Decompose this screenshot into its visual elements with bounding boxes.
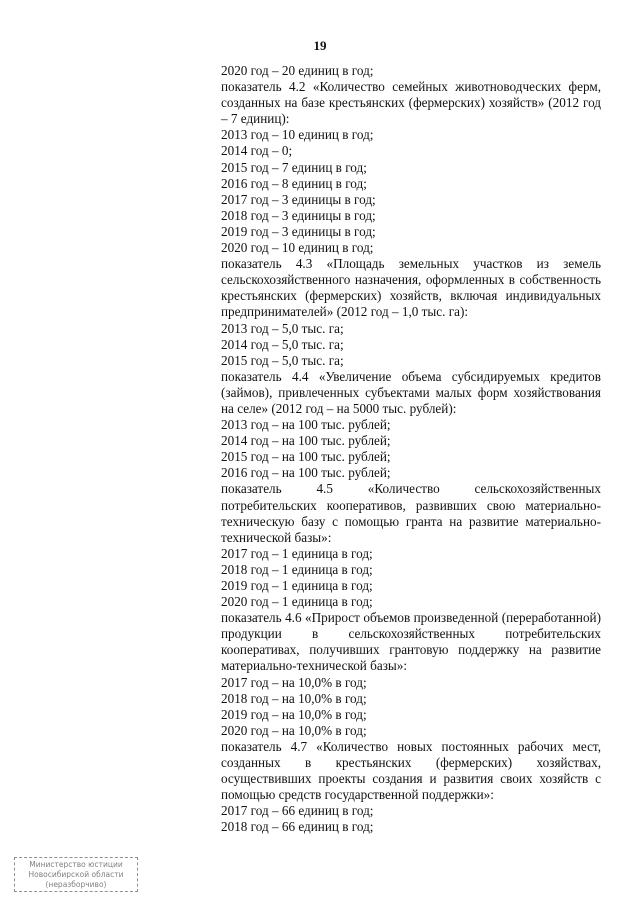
stamp-line: Новосибирской области [28, 870, 124, 879]
indicator-paragraph: показатель 4.7 «Количество новых постоянных рабочих мест, созданных в крестьянских (фермерских) хозяйствах, осуществивших проекты создания и развития своих хозяйств с помощью средств государственной поддержки»: [221, 738, 601, 803]
indicator-value-line: 2019 год – 3 единицы в год; [221, 223, 376, 239]
indicator-value-line: 2020 год – на 10,0% в год; [221, 722, 367, 738]
indicator-value-line: 2019 год – 1 единица в год; [221, 578, 373, 593]
indicator-value-line: 2013 год – 5,0 тыс. га; [221, 320, 344, 336]
indicator-value-line: 2014 год – 0; [221, 143, 293, 159]
indicator-value-line: 2018 год – на 10,0% в год; [221, 690, 367, 706]
indicator-value-line: 2016 год – на 100 тыс. рублей; [221, 465, 391, 481]
indicator-value-line: 2018 год – 1 единица в год; [221, 561, 373, 577]
indicator-value-line: 2016 год – 8 единиц в год; [221, 175, 367, 191]
indicator-value-line: 2019 год – на 10,0% в год; [221, 706, 367, 722]
registration-stamp [14, 857, 138, 892]
indicator-paragraph: показатель 4.3 «Площадь земельных участков из земель сельскохозяйственного назначения, оформленных в собственность крестьянских (фермерских) хозяйств, включая индивидуальных предпринимателей» (2012 год – 1,0 тыс. га): [221, 256, 601, 320]
indicator-value-line: 2015 год – на 100 тыс. рублей; [221, 449, 391, 465]
indicator-value-line: 2018 год – 66 единиц в год; [221, 819, 374, 835]
indicator-value-line: 2017 год – 3 единицы в год; [221, 191, 376, 207]
indicator-value-line: 2014 год – 5,0 тыс. га; [221, 336, 344, 352]
indicator-paragraph: показатель 4.4 «Увеличение объема субсидируемых кредитов (займов), привлеченных субъектами малых форм хозяйствования на селе» (2012 год – на 5000 тыс. рублей): [221, 368, 601, 416]
indicator-value-line: 2013 год – 10 единиц в год; [221, 127, 374, 143]
indicator-paragraph: показатель 4.2 «Количество семейных животноводческих ферм, созданных на базе крестьянских (фермерских) хозяйств» (2012 год – 7 единиц): [221, 79, 601, 127]
document-body [221, 63, 601, 836]
indicator-value-line: 2017 год – 1 единица в год; [221, 545, 373, 561]
indicator-value-line: 2020 год – 1 единица в год; [221, 594, 373, 610]
indicator-value-line: 2015 год – 7 единиц в год; [221, 159, 367, 175]
indicator-value-line: 2013 год – на 100 тыс. рублей; [221, 417, 391, 433]
indicator-value-line: 2020 год – 20 единиц в год; [221, 63, 374, 78]
indicator-value-line: 2017 год – 66 единиц в год; [221, 803, 374, 819]
indicator-value-line: 2015 год – 5,0 тыс. га; [221, 352, 344, 368]
page-number: 19 [313, 38, 327, 53]
indicator-paragraph: показатель 4.6 «Прирост объемов произведенной (переработанной) продукции в сельскохозяйственных потребительских кооперативах, получивших грантовую поддержку на развитие материально-технической базы»: [221, 610, 601, 674]
indicator-value-line: 2014 год – на 100 тыс. рублей; [221, 433, 391, 449]
indicator-value-line: 2020 год – 10 единиц в год; [221, 240, 374, 256]
stamp-line: (неразборчиво) [45, 880, 107, 889]
indicator-value-line: 2017 год – на 10,0% в год; [221, 674, 367, 690]
indicator-value-line: 2018 год – 3 единицы в год; [221, 207, 376, 223]
stamp-line: Министерство юстиции [29, 860, 123, 869]
indicator-paragraph: показатель 4.5 «Количество сельскохозяйственных потребительских кооперативов, развивших свою материально-техническую базу с помощью гранта на развитие материально-технической базы»: [221, 481, 601, 545]
